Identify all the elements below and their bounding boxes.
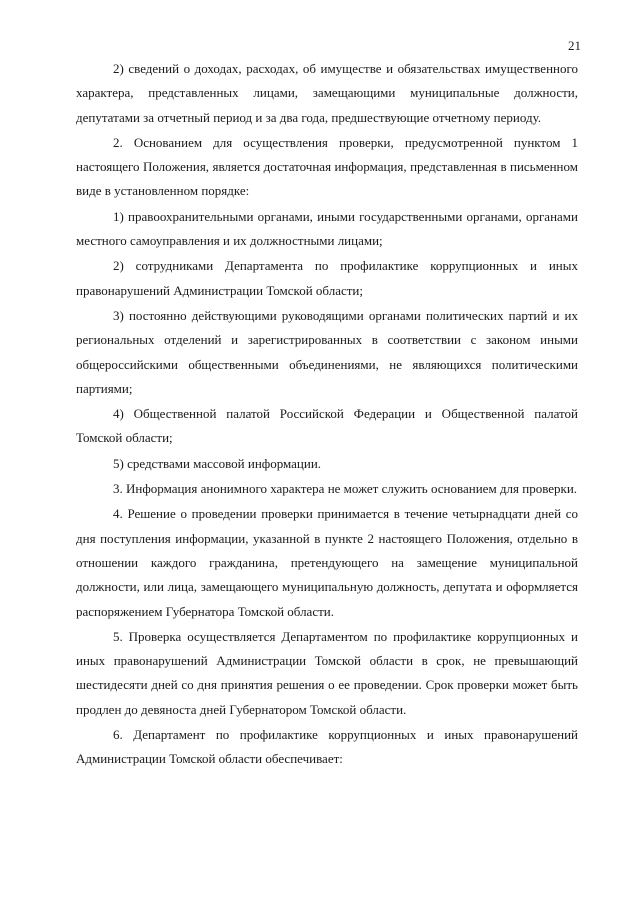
page-number: 21 [568,38,581,53]
paragraph-item-2-income: 2) сведений о доходах, расходах, об имуществе и обязательствах имущественного характера, представленных лицами, замещающими муниципальные должности, депутатами за отчетный период и за два года, предшествующие отчетному периоду. [76,61,578,125]
paragraph-clause-2-grounds: 2. Основанием для осуществления проверки, предусмотренной пунктом 1 настоящего Положения, является достаточная информация, представленная в письменном виде в установленном порядке: [76,134,578,199]
paragraph-item-5-mass-media: 5) средствами массовой информации. [113,455,322,471]
paragraph-item-3-political-parties: 3) постоянно действующими руководящими органами политических партий и их региональных отделений и зарегистрированных в соответствии с законом иными общероссийскими общественными объединениями, не являющихся политическими партиями; [76,307,578,396]
paragraph-item-4-public-chamber: 4) Общественной палатой Российской Федерации и Общественной палатой Томской области; [76,406,578,446]
paragraph-item-1-law-enforcement: 1) правоохранительными органами, иными государственными органами, органами местного самоуправления и их должностными лицами; [76,208,578,249]
document-body [76,57,578,773]
paragraph-clause-3-anonymous: 3. Информация анонимного характера не может служить основанием для проверки. [113,481,578,497]
paragraph-item-2-department-staff: 2) сотрудниками Департамента по профилактике коррупционных и иных правонарушений Администрации Томской области; [76,258,578,298]
paragraph-clause-4-decision: 4. Решение о проведении проверки принимается в течение четырнадцати дней со дня поступления информации, указанной в пункте 2 настоящего Положения, отдельно в отношении каждого гражданина, претендующего на замещение муниципальной должности, или лица, замещающего муниципальную должность, депутата и оформляется распоряжением Губернатора Томской области. [76,506,578,619]
paragraph-clause-6-department-duties: 6. Департамент по профилактике коррупционных и иных правонарушений Администрации Томской области обеспечивает: [76,727,578,767]
paragraph-clause-5-verification-term: 5. Проверка осуществляется Департаментом по профилактике коррупционных и иных правонарушений Администрации Томской области в срок, не превышающий шестидесяти дней со дня принятия решения о ее проведении. Срок проверки может быть продлен до девяноста дней Губернатором Томской области. [76,628,578,717]
